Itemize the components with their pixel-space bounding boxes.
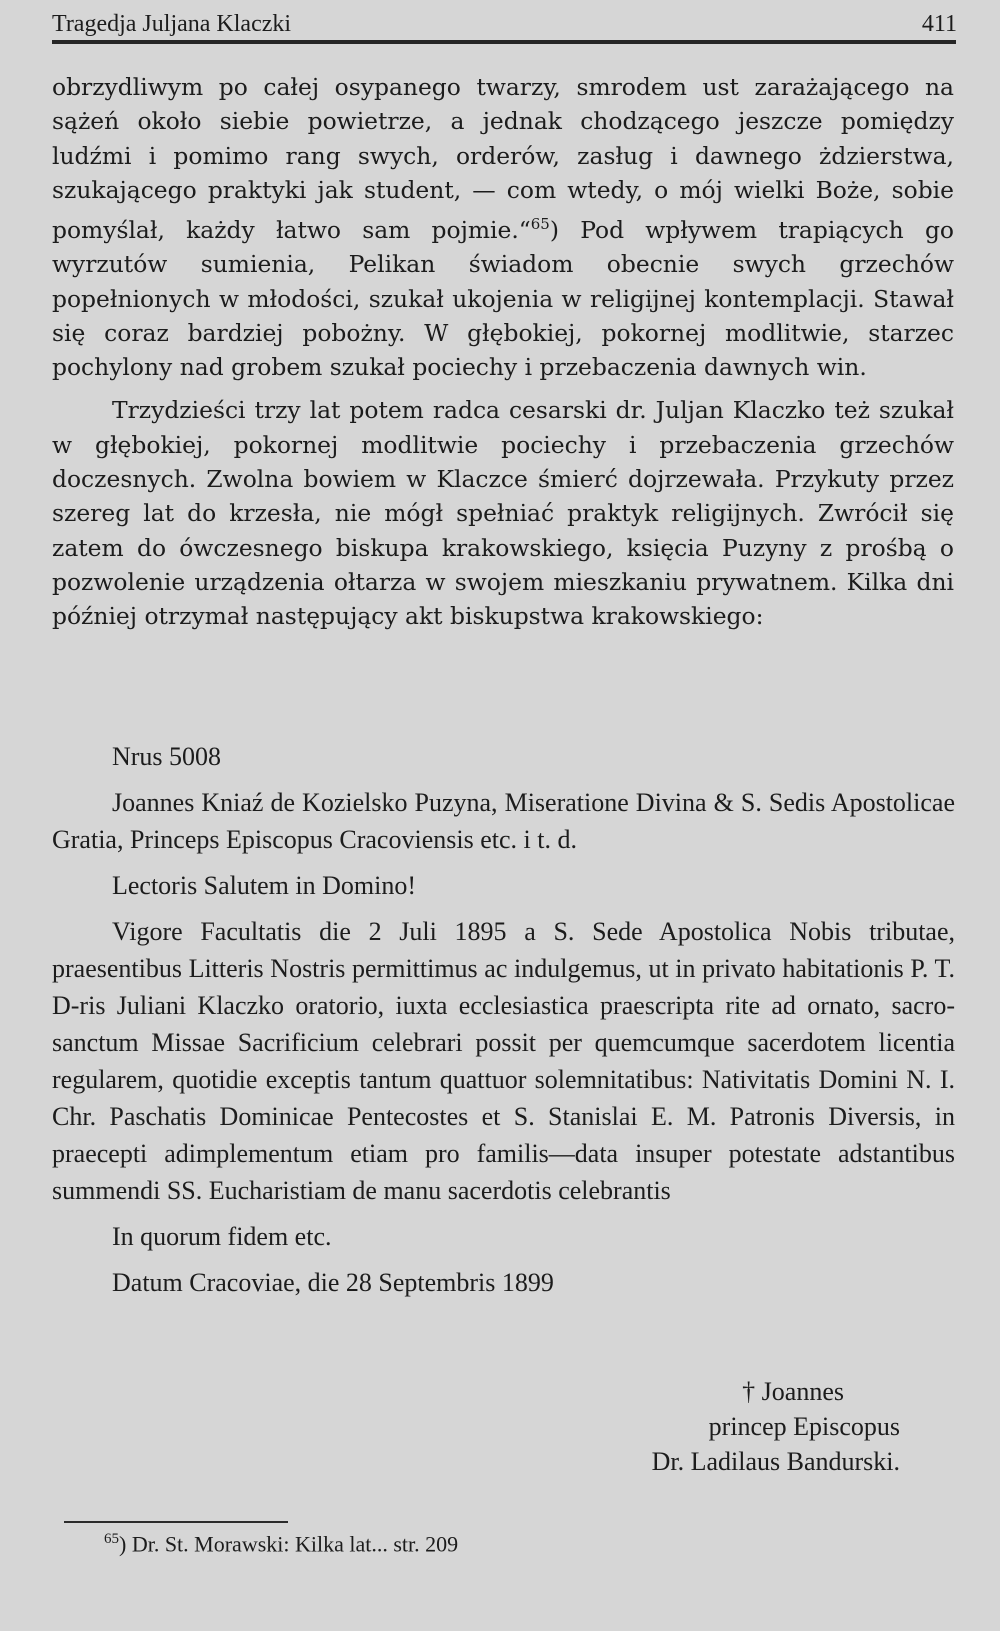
paragraph-2: Trzydzieści trzy lat potem radca cesarski dr. Juljan Klaczko też szukał w głębokiej, pokornej modlitwie pociechy i przebaczenia grzechów doczesnych. Zwolna bowiem w Klaczce śmierć dojrzewała. Przykuty przez szereg lat do krzesła, nie mógł spełniać praktyk religijnych. Zwrócił się zatem do ówczesnego biskupa krakowskiego, księcia Puzyny z prośbą o pozwolenie urządzenia ołtarza w swojem mieszkaniu prywatnem. Kilka dni później otrzymał następujący akt biskupstwa krakowskiego: xyxy=(52,396,954,631)
paragraph-continued xyxy=(52,70,954,384)
document-number: Nrus 5008 xyxy=(112,742,222,771)
signature-countersign: Dr. Ladilaus Bandurski. xyxy=(651,1447,900,1476)
paragraph-1-text: obrzydliwym po całej osypanego twarzy, smrodem ust zarażającego na sążeń około siebie powietrze, a jednak chodzącego jeszcze pomiędzy ludźmi i pomimo rang swych, orderów, zasług i dawnego żdzierstwa, szukającego praktyki jak student, — com wtedy, o mój wielki Boże, sobie pomyślał, każdy łatwo sam pojmie.“ xyxy=(52,73,954,244)
signature-block xyxy=(570,1374,900,1479)
signature-name: † Joannes xyxy=(742,1377,844,1406)
document-intro: Joannes Kniaź de Kozielsko Puzyna, Miseratione Divina & S. Sedis Apostolicae Gratia, Princeps Episcopus Cracoviensis etc. i t. d. xyxy=(52,788,955,854)
footnote xyxy=(104,1524,458,1559)
footnote-text: ) Dr. St. Morawski: Kilka lat... str. 209 xyxy=(119,1531,459,1557)
document-closing: In quorum fidem etc. xyxy=(112,1222,332,1251)
episcopal-document xyxy=(52,738,955,1301)
page-number: 411 xyxy=(921,11,957,37)
header-rule xyxy=(52,40,956,44)
signature-title: princep Episcopus xyxy=(708,1412,900,1441)
page-header xyxy=(52,8,957,38)
document-grant: Vigore Facultatis die 2 Juli 1895 a S. Sede Apostolica Nobis tributae, praesentibus Litteris Nostris permittimus ac indulgemus, ut in privato habitationis P. T. D-ris Juliani Klaczko oratorio, iuxta ecclesiastica praescripta rite ad ornato, sacro-sanctum Missae Sacrificium celebrari possit per quemcumque sacerdotem licentia regularem, quotidie exceptis tantum quattuor solemnitatibus: Nativitatis Domini N. I. Chr. Paschatis Dominicae Pentecostes et S. Stanislai E. M. Patronis Diversis, in praecepti adimplementum etiam pro familis—data insuper potestate adstantibus summendi SS. Eucharistiam de manu sacerdotis celebrantis xyxy=(52,917,955,1205)
footnote-marker: 65 xyxy=(104,1531,119,1547)
main-text xyxy=(52,70,954,634)
document-date: Datum Cracoviae, die 28 Septembris 1899 xyxy=(112,1268,554,1297)
paragraph-1-text-continued: ) Pod wpływem trapiących go wyrzutów sumienia, Pelikan świadom obecnie swych grzechów popełnionych w młodości, szukał ukojenia w religijnej kontemplacji. Stawał się coraz bardziej pobożny. W głębokiej, pokornej modlitwie, starzec pochylony nad grobem szukał pociechy i przebaczenia dawnych win. xyxy=(52,215,954,382)
document-salutation: Lectoris Salutem in Domino! xyxy=(112,871,417,900)
footnote-rule xyxy=(64,1521,288,1523)
running-title: Tragedja Juljana Klaczki xyxy=(52,11,292,37)
footnote-reference: 65 xyxy=(530,215,550,234)
